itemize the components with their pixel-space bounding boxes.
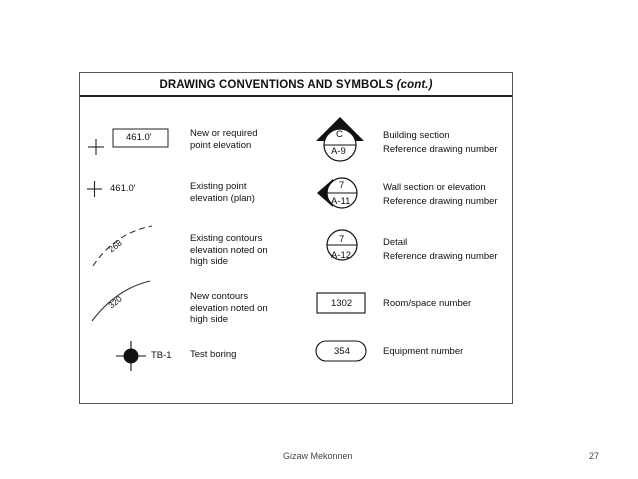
test-boring-value: TB-1 <box>151 350 172 361</box>
desc-line: Reference drawing number <box>383 144 498 155</box>
desc-line: Reference drawing number <box>383 196 498 207</box>
desc-room-number <box>383 298 471 310</box>
desc-line: high side <box>190 256 229 267</box>
building-section-ref: A-9 <box>331 146 346 157</box>
building-section-sheet: C <box>336 129 343 140</box>
title-suffix: (cont.) <box>396 79 433 91</box>
test-boring-symbol <box>114 339 148 373</box>
symbols-figure <box>79 72 513 404</box>
desc-new-contours <box>190 291 268 326</box>
desc-new-point-elevation <box>190 128 258 151</box>
desc-building-section <box>383 129 498 157</box>
title-rule <box>80 95 512 97</box>
equipment-number-value: 354 <box>334 346 350 357</box>
desc-line: elevation noted on <box>190 244 268 256</box>
desc-line: Detail <box>383 237 408 248</box>
desc-line: New contours <box>190 291 249 302</box>
desc-test-boring <box>190 349 236 361</box>
desc-line: Existing point <box>190 181 247 192</box>
desc-detail <box>383 236 498 264</box>
existing-contour-symbol <box>90 223 160 269</box>
desc-existing-contours <box>190 233 268 268</box>
footer-page-number: 27 <box>589 451 600 461</box>
desc-line: high side <box>190 314 229 325</box>
desc-line: point elevation <box>190 139 252 151</box>
desc-line: Wall section or elevation <box>383 182 486 193</box>
new-contour-value: 320 <box>106 293 124 311</box>
new-point-elevation-symbol <box>84 125 174 161</box>
new-elevation-value: 461.0' <box>126 132 152 143</box>
building-section-symbol <box>313 115 367 165</box>
desc-line: Room/space number <box>383 298 472 309</box>
desc-line: elevation noted on <box>190 302 268 314</box>
room-number-value: 1302 <box>331 298 353 309</box>
desc-line: Existing contours <box>190 233 263 244</box>
detail-ref: A-12 <box>331 250 352 261</box>
existing-elevation-value: 461.0' <box>110 183 136 194</box>
new-contour-symbol <box>90 277 160 323</box>
desc-equipment-number <box>383 346 463 358</box>
existing-contour-value: 268 <box>106 237 124 255</box>
desc-line: Building section <box>383 130 450 141</box>
wall-section-symbol <box>313 173 367 213</box>
wall-section-sheet: 7 <box>339 180 345 191</box>
wall-section-ref: A-11 <box>331 196 351 207</box>
figure-title <box>80 79 512 91</box>
detail-sheet: 7 <box>339 234 345 245</box>
desc-line: Reference drawing number <box>383 251 498 262</box>
desc-line: New or required <box>190 128 258 139</box>
desc-existing-point-elevation <box>190 181 255 204</box>
desc-line: Equipment number <box>383 346 464 357</box>
desc-line: Test boring <box>190 349 237 360</box>
desc-wall-section <box>383 181 498 209</box>
title-main: DRAWING CONVENTIONS AND SYMBOLS <box>159 79 394 91</box>
desc-line: elevation (plan) <box>190 192 255 204</box>
footer-author: Gizaw Mekonnen <box>283 451 353 461</box>
